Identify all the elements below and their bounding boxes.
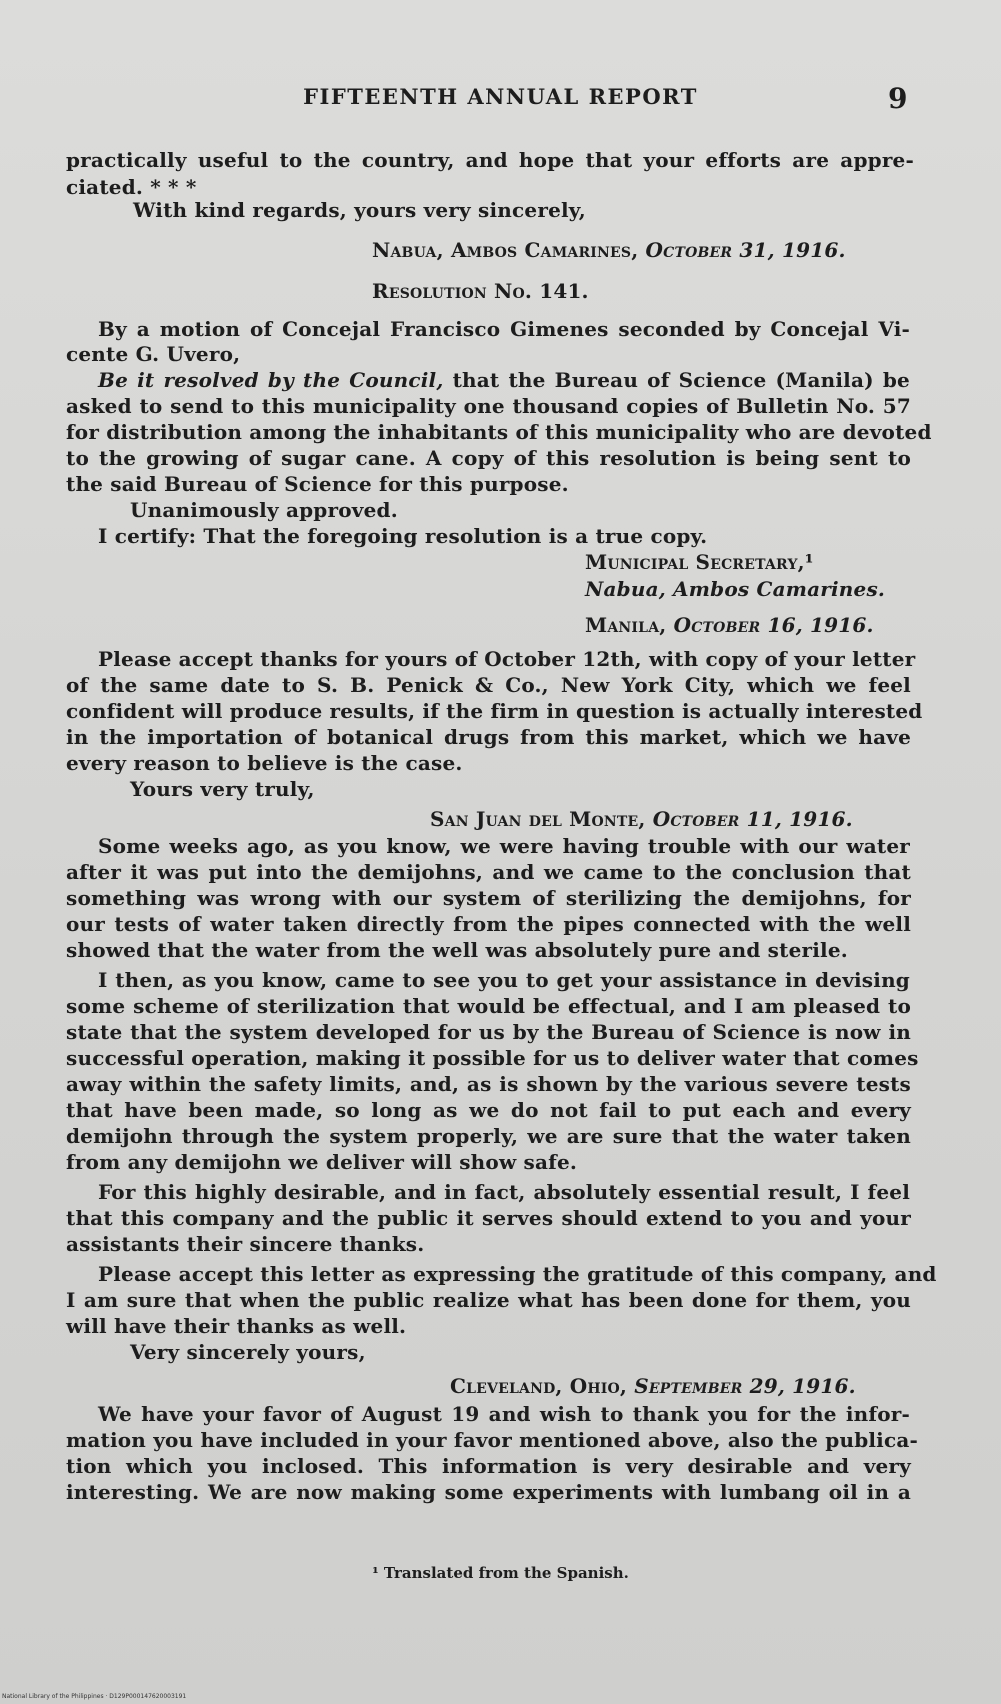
text-line: of the same date to S. B. Penick & Co., New York City, which we feel (66, 673, 911, 697)
text-line: practically useful to the country, and hope that your efforts are appre- (66, 148, 914, 172)
text-line: every reason to believe is the case. (66, 751, 463, 775)
text-line: state that the system developed for us by the Bureau of Science is now in (66, 1020, 911, 1044)
text-line: away within the safety limits, and, as is shown by the various severe tests (66, 1072, 911, 1096)
text-line: Please accept this letter as expressing the gratitude of this company, and (98, 1262, 937, 1286)
text-line: our tests of water taken directly from the pipes connected with the well (66, 912, 911, 936)
text-line: Resolution No. 141. (372, 279, 589, 303)
text-line: to the growing of sugar cane. A copy of this resolution is being sent to (66, 446, 911, 470)
text-line: Manila, October 16, 1916. (585, 613, 874, 637)
page-header (0, 82, 1001, 122)
text-line: something was wrong with our system of sterilizing the demijohns, for (66, 886, 911, 910)
text-line: Be it resolved by the Council, that the Bureau of Science (Manila) be (98, 368, 910, 392)
text-line: demijohn through the system properly, we are sure that the water taken (66, 1124, 911, 1148)
text-line: assistants their sincere thanks. (66, 1232, 425, 1256)
text-line: Please accept thanks for yours of October 12th, with copy of your letter (98, 647, 916, 671)
text-line: Some weeks ago, as you know, we were having trouble with our water (98, 834, 910, 858)
footnote: ¹ Translated from the Spanish. (372, 1564, 629, 1582)
text-line: for distribution among the inhabitants of this municipality who are devoted (66, 420, 932, 444)
text-line: confident will produce results, if the firm in question is actually interested (66, 699, 923, 723)
text-line: asked to send to this municipality one thousand copies of Bulletin No. 57 (66, 394, 911, 418)
text-line: Unanimously approved. (130, 498, 398, 522)
text-line: interesting. We are now making some experiments with lumbang oil in a (66, 1480, 911, 1504)
text-line: I then, as you know, came to see you to get your assistance in devising (98, 968, 910, 992)
text-line: some scheme of sterilization that would be effectual, and I am pleased to (66, 994, 911, 1018)
text-line: tion which you inclosed. This information is very desirable and very (66, 1454, 911, 1478)
text-line: mation you have included in your favor mentioned above, also the publica- (66, 1428, 919, 1452)
text-line: successful operation, making it possible for us to deliver water that comes (66, 1046, 919, 1070)
text-line: ciated. * * * (66, 175, 197, 199)
text-line: cente G. Uvero, (66, 342, 241, 366)
text-line: Cleveland, Ohio, September 29, 1916. (450, 1374, 856, 1398)
text-line: By a motion of Concejal Francisco Gimenes seconded by Concejal Vi- (98, 317, 910, 341)
text-line: Nabua, Ambos Camarines. (585, 577, 886, 601)
text-line: I am sure that when the public realize what has been done for them, you (66, 1288, 911, 1312)
text-line: will have their thanks as well. (66, 1314, 407, 1338)
text-line: showed that the water from the well was absolutely pure and sterile. (66, 938, 848, 962)
text-line: in the importation of botanical drugs from this market, which we have (66, 725, 911, 749)
text-line: Nabua, Ambos Camarines, October 31, 1916. (372, 238, 846, 262)
text-line: after it was put into the demijohns, and we came to the conclusion that (66, 860, 911, 884)
text-line: Very sincerely yours, (130, 1340, 366, 1364)
text-line: With kind regards, yours very sincerely, (133, 198, 586, 222)
page-number: 9 (888, 82, 908, 115)
text-line: that this company and the public it serves should extend to you and your (66, 1206, 911, 1230)
text-line: from any demijohn we deliver will show safe. (66, 1150, 578, 1174)
text-line: Yours very truly, (130, 777, 315, 801)
running-title: FIFTEENTH ANNUAL REPORT (303, 84, 698, 109)
text-line: that have been made, so long as we do not fail to put each and every (66, 1098, 911, 1122)
text-line: San Juan del Monte, October 11, 1916. (430, 807, 853, 831)
text-line: We have your favor of August 19 and wish to thank you for the infor- (98, 1402, 910, 1426)
text-line: I certify: That the foregoing resolution is a true copy. (98, 524, 708, 548)
text-line: the said Bureau of Science for this purpose. (66, 472, 569, 496)
text-line: For this highly desirable, and in fact, absolutely essential result, I feel (98, 1180, 910, 1204)
scan-credit: National Library of the Philippines · D129P000147620003191 (2, 1693, 187, 1700)
text-line: Municipal Secretary,¹ (585, 550, 814, 574)
